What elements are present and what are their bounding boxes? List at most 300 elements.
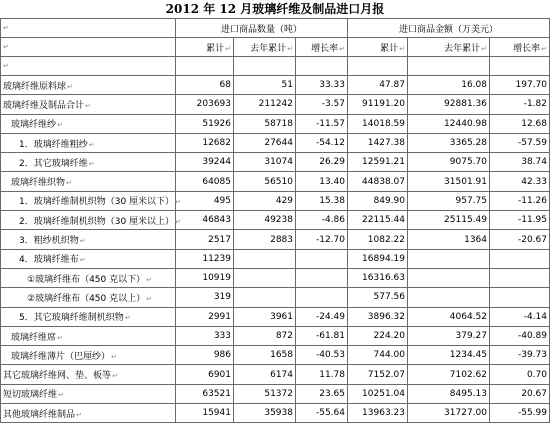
cell-amt-growth — [490, 230, 550, 249]
cell-value: 744.00 — [373, 350, 405, 361]
cell-value: -1.82 — [523, 99, 547, 110]
cell-value: 6901 — [208, 369, 231, 380]
qty-group-header — [176, 19, 348, 38]
cell-value: 12591.21 — [362, 157, 405, 168]
cell-value: 25115.49 — [444, 215, 487, 226]
cell-qty-growth — [296, 288, 348, 307]
cell-value: 27644 — [264, 138, 293, 149]
row-label-cell — [1, 346, 176, 365]
cell-amt-prev — [408, 346, 490, 365]
cell-amt-growth — [490, 191, 550, 210]
row-label: 其他玻璃纤维制品 — [3, 409, 76, 420]
cell-value: 68 — [219, 80, 231, 91]
cell-value: 11.78 — [319, 369, 345, 380]
cell-value: -40.89 — [517, 331, 547, 341]
cell-value: 2883 — [270, 234, 293, 245]
table-row — [1, 191, 550, 210]
cell-value: 2517 — [208, 234, 231, 245]
cell-value: 16.08 — [461, 80, 487, 91]
cell-value: 33.33 — [319, 80, 345, 91]
cell-amt-cum — [348, 191, 408, 210]
cell-amt-prev — [408, 404, 490, 423]
cell-qty-cum — [176, 133, 234, 152]
cell-value: 12.68 — [521, 118, 547, 129]
cell-value: 8495.13 — [449, 388, 487, 399]
cell-value: 1364 — [464, 234, 487, 245]
cell-qty-growth — [296, 346, 348, 365]
row-label: 2．玻璃纤维制机织物（30 厘米以上） — [19, 216, 175, 227]
blank-cell — [490, 57, 550, 76]
cell-amt-growth — [490, 268, 550, 287]
cell-qty-growth — [296, 326, 348, 345]
cell-qty-cum — [176, 211, 234, 230]
cell-amt-growth — [490, 288, 550, 307]
row-label-cell — [1, 326, 176, 345]
cell-amt-prev — [408, 133, 490, 152]
cell-qty-growth — [296, 76, 348, 95]
cell-value: -12.70 — [315, 234, 345, 245]
cell-value: 31074 — [264, 157, 293, 168]
cell-value: 16894.19 — [362, 253, 405, 264]
col-header-qty-growth — [296, 38, 348, 57]
row-label-cell — [1, 76, 176, 95]
row-label-cell — [1, 172, 176, 191]
cell-amt-cum — [348, 307, 408, 326]
cell-value: -40.53 — [315, 350, 345, 361]
paragraph-mark-icon: ↵ — [58, 391, 64, 400]
cell-qty-cum — [176, 384, 234, 403]
cell-amt-growth — [490, 153, 550, 172]
cell-qty-cum — [176, 365, 234, 384]
cell-qty-cum — [176, 249, 234, 268]
cell-value: 1082.22 — [367, 234, 405, 245]
paragraph-mark-icon: ↵ — [85, 101, 91, 110]
cell-qty-growth — [296, 365, 348, 384]
cell-value: -4.14 — [523, 311, 547, 322]
corner-cell — [1, 38, 176, 57]
cell-value: 38.74 — [521, 157, 547, 168]
paragraph-mark-icon: ↵ — [3, 62, 9, 70]
row-label: 4．玻璃纤维布 — [19, 255, 79, 266]
cell-qty-cum — [176, 191, 234, 210]
cell-amt-growth — [490, 384, 550, 403]
paragraph-mark-icon: ↵ — [67, 82, 73, 91]
cell-amt-growth — [490, 172, 550, 191]
cell-value: 51 — [281, 80, 293, 91]
paragraph-mark-icon: ↵ — [57, 121, 63, 130]
col-header-label: 增长率 — [513, 43, 541, 54]
cell-qty-prev — [234, 133, 296, 152]
cell-value: -61.81 — [315, 331, 345, 341]
paragraph-mark-icon: ↵ — [76, 410, 82, 419]
cell-qty-growth — [296, 211, 348, 230]
cell-amt-growth — [490, 211, 550, 230]
cell-value: -11.95 — [517, 215, 547, 226]
row-label: 3．粗纱机织物 — [19, 236, 79, 247]
cell-qty-growth — [296, 114, 348, 133]
cell-value: 1658 — [270, 350, 293, 361]
table-row — [1, 307, 550, 326]
col-header-label: 去年累计 — [444, 43, 481, 54]
cell-qty-prev — [234, 307, 296, 326]
cell-amt-prev — [408, 268, 490, 287]
cell-value: 3961 — [270, 311, 293, 322]
cell-amt-prev — [408, 153, 490, 172]
row-label-cell — [1, 249, 176, 268]
cell-amt-growth — [490, 95, 550, 114]
row-label: 玻璃纤维原料球 — [3, 81, 67, 92]
row-label: 玻璃纤维席 — [11, 332, 57, 343]
cell-value: 14018.59 — [362, 118, 405, 129]
cell-qty-cum — [176, 404, 234, 423]
col-header-label: 增长率 — [311, 43, 339, 54]
cell-qty-prev — [234, 268, 296, 287]
row-label: 2．其它玻璃纤维 — [19, 158, 88, 169]
paragraph-mark-icon: ↵ — [399, 44, 405, 53]
table-row — [1, 153, 550, 172]
cell-qty-prev — [234, 346, 296, 365]
cell-value: 10919 — [202, 273, 231, 284]
cell-value: 4064.52 — [449, 311, 487, 322]
row-label: 短切玻璃纤维 — [3, 390, 58, 401]
cell-qty-prev — [234, 288, 296, 307]
cell-value: 1234.45 — [449, 350, 487, 361]
row-label-cell — [1, 268, 176, 287]
cell-qty-prev — [234, 211, 296, 230]
cell-value: 12440.98 — [444, 118, 487, 129]
row-label: 5．其它玻璃纤维制机织物 — [19, 313, 124, 324]
table-row — [1, 76, 550, 95]
row-label-cell — [1, 230, 176, 249]
cell-qty-prev — [234, 76, 296, 95]
cell-qty-cum — [176, 95, 234, 114]
paragraph-mark-icon: ↵ — [79, 237, 86, 246]
cell-value: 35938 — [264, 408, 293, 419]
row-label: 玻璃纤维及制品合计 — [3, 100, 85, 111]
cell-value: 211242 — [258, 99, 293, 110]
cell-value: 13.40 — [319, 176, 345, 187]
cell-qty-cum — [176, 114, 234, 133]
paragraph-mark-icon: ↵ — [146, 275, 152, 284]
blank-cell — [408, 57, 490, 76]
cell-qty-prev — [234, 172, 296, 191]
cell-value: 7102.62 — [449, 369, 487, 380]
cell-value: 203693 — [196, 99, 231, 110]
cell-value: 91191.20 — [362, 99, 405, 110]
row-label-cell — [1, 153, 176, 172]
row-label-cell — [1, 384, 176, 403]
import-report-table — [0, 18, 550, 423]
cell-value: -39.73 — [517, 350, 547, 361]
cell-amt-growth — [490, 249, 550, 268]
table-row — [1, 133, 550, 152]
qty-group-header-label: 进口商品数量（吨） — [220, 24, 302, 35]
cell-qty-growth — [296, 172, 348, 191]
paragraph-mark-icon: ↵ — [3, 24, 9, 32]
blank-cell — [296, 57, 348, 76]
table-row — [1, 172, 550, 191]
cell-amt-growth — [490, 114, 550, 133]
cell-value: 44838.07 — [362, 176, 405, 187]
blank-cell — [176, 57, 234, 76]
row-label: 玻璃纤维纱 — [11, 120, 57, 131]
cell-value: -55.99 — [517, 408, 547, 419]
cell-value: 64085 — [202, 176, 231, 187]
cell-value: 26.29 — [319, 157, 345, 168]
paragraph-mark-icon: ↵ — [146, 294, 152, 303]
cell-value: 1427.38 — [367, 138, 405, 149]
row-label-cell — [1, 133, 176, 152]
cell-amt-prev — [408, 288, 490, 307]
cell-qty-cum — [176, 268, 234, 287]
cell-qty-growth — [296, 230, 348, 249]
cell-value: 849.90 — [373, 195, 405, 206]
cell-value: 11239 — [202, 253, 231, 264]
cell-value: 319 — [213, 292, 231, 303]
cell-amt-prev — [408, 76, 490, 95]
cell-amt-growth — [490, 76, 550, 95]
cell-amt-cum — [348, 384, 408, 403]
cell-amt-cum — [348, 172, 408, 191]
cell-amt-prev — [408, 191, 490, 210]
col-header-label: 累计 — [380, 43, 399, 54]
cell-amt-prev — [408, 384, 490, 403]
cell-value: -11.26 — [517, 195, 547, 206]
cell-value: -4.86 — [321, 215, 345, 226]
col-header-qty-cum — [176, 38, 234, 57]
amt-group-header-label: 进口商品金额（万美元） — [398, 24, 498, 35]
cell-value: 15941 — [202, 408, 231, 419]
corner-cell — [1, 19, 176, 38]
cell-amt-cum — [348, 249, 408, 268]
cell-value: 49238 — [264, 215, 293, 226]
table-row — [1, 230, 550, 249]
paragraph-mark-icon: ↵ — [112, 372, 118, 381]
table-row — [1, 288, 550, 307]
row-label: 1．玻璃纤维粗纱 — [19, 139, 88, 150]
cell-amt-cum — [348, 153, 408, 172]
cell-value: 42.33 — [521, 176, 547, 187]
cell-amt-prev — [408, 172, 490, 191]
cell-qty-growth — [296, 404, 348, 423]
cell-value: 9075.70 — [449, 157, 487, 168]
table-row — [1, 95, 550, 114]
cell-value: 224.20 — [373, 331, 405, 341]
cell-qty-cum — [176, 153, 234, 172]
cell-value: 577.56 — [373, 292, 405, 303]
cell-qty-growth — [296, 191, 348, 210]
cell-amt-cum — [348, 230, 408, 249]
row-label: 1．玻璃纤维制机织物（30 厘米以下） — [19, 197, 175, 208]
cell-amt-cum — [348, 95, 408, 114]
cell-value: 16316.63 — [362, 273, 405, 284]
paragraph-mark-icon: ↵ — [541, 44, 547, 53]
cell-amt-cum — [348, 268, 408, 287]
cell-amt-prev — [408, 307, 490, 326]
row-label: ①玻璃纤维布（450 克以下） — [27, 274, 146, 285]
row-label-cell — [1, 211, 181, 230]
cell-value: 429 — [275, 195, 293, 206]
cell-value: 197.70 — [515, 80, 547, 91]
table-row — [1, 384, 550, 403]
cell-value: -11.57 — [315, 118, 345, 129]
cell-value: 495 — [213, 195, 231, 206]
cell-qty-growth — [296, 133, 348, 152]
cell-value: 10251.04 — [362, 388, 405, 399]
row-label-cell — [1, 288, 176, 307]
cell-qty-prev — [234, 249, 296, 268]
cell-value: 63521 — [202, 388, 231, 399]
paragraph-mark-icon: ↵ — [287, 44, 293, 53]
row-label-cell — [1, 95, 176, 114]
cell-value: 39244 — [202, 157, 231, 168]
table-row — [1, 249, 550, 268]
cell-value: 23.65 — [319, 388, 345, 399]
cell-value: 13963.23 — [362, 408, 405, 419]
cell-value: 3365.28 — [449, 138, 487, 149]
cell-qty-prev — [234, 404, 296, 423]
cell-qty-growth — [296, 268, 348, 287]
cell-amt-prev — [408, 249, 490, 268]
cell-value: 47.87 — [379, 80, 405, 91]
row-label: 其它玻璃纤维网、垫、板等 — [3, 371, 112, 382]
cell-value: 31501.91 — [444, 176, 487, 187]
cell-value: 12682 — [202, 138, 231, 149]
cell-value: -3.57 — [321, 99, 345, 110]
cell-value: 31727.00 — [444, 408, 487, 419]
cell-amt-growth — [490, 346, 550, 365]
cell-qty-cum — [176, 172, 234, 191]
cell-value: 379.27 — [455, 331, 487, 341]
paragraph-mark-icon: ↵ — [339, 44, 345, 53]
cell-amt-prev — [408, 326, 490, 345]
table-row — [1, 211, 550, 230]
table-row — [1, 346, 550, 365]
col-header-label: 累计 — [206, 43, 225, 54]
cell-value: 92881.36 — [444, 99, 487, 110]
cell-qty-cum — [176, 326, 234, 345]
table-row — [1, 365, 550, 384]
header-row-3 — [1, 57, 550, 76]
cell-amt-growth — [490, 326, 550, 345]
cell-value: 333 — [213, 331, 231, 341]
cell-value: 51372 — [264, 388, 293, 399]
cell-value: 51926 — [202, 118, 231, 129]
cell-amt-growth — [490, 133, 550, 152]
cell-amt-prev — [408, 365, 490, 384]
cell-qty-growth — [296, 384, 348, 403]
cell-value: -55.64 — [315, 408, 345, 419]
cell-amt-cum — [348, 404, 408, 423]
table-row — [1, 114, 550, 133]
report-title: 2012 年 12 月玻璃纤维及制品进口月报 — [165, 2, 385, 16]
cell-qty-prev — [234, 153, 296, 172]
header-row-2 — [1, 38, 550, 57]
cell-value: 872 — [275, 331, 293, 341]
corner-cell — [1, 57, 176, 76]
cell-value: 3896.32 — [367, 311, 405, 322]
cell-value: -57.59 — [517, 138, 547, 149]
cell-value: 2991 — [208, 311, 231, 322]
cell-value: 20.67 — [521, 388, 547, 399]
cell-qty-prev — [234, 230, 296, 249]
cell-qty-prev — [234, 365, 296, 384]
row-label-cell — [1, 191, 181, 210]
cell-amt-cum — [348, 114, 408, 133]
cell-amt-growth — [490, 404, 550, 423]
cell-amt-cum — [348, 76, 408, 95]
row-label-cell — [1, 404, 176, 423]
paragraph-mark-icon: ↵ — [175, 217, 181, 226]
cell-qty-growth — [296, 307, 348, 326]
paragraph-mark-icon: ↵ — [88, 140, 95, 149]
paragraph-mark-icon: ↵ — [225, 44, 231, 53]
cell-amt-cum — [348, 326, 408, 345]
table-row — [1, 326, 550, 345]
cell-amt-cum — [348, 365, 408, 384]
row-label: 玻璃纤维织物 — [11, 178, 66, 189]
amt-group-header — [348, 19, 550, 38]
col-header-label: 去年累计 — [250, 43, 287, 54]
cell-value: 56510 — [264, 176, 293, 187]
cell-qty-prev — [234, 384, 296, 403]
col-header-amt-prev — [408, 38, 490, 57]
cell-qty-prev — [234, 114, 296, 133]
table-row — [1, 268, 550, 287]
cell-qty-prev — [234, 191, 296, 210]
cell-qty-growth — [296, 153, 348, 172]
cell-amt-prev — [408, 95, 490, 114]
col-header-qty-prev — [234, 38, 296, 57]
cell-amt-growth — [490, 365, 550, 384]
cell-value: 986 — [213, 350, 231, 361]
cell-value: 46843 — [202, 215, 231, 226]
paragraph-mark-icon: ↵ — [481, 44, 487, 53]
row-label-cell — [1, 307, 176, 326]
cell-qty-prev — [234, 95, 296, 114]
cell-qty-cum — [176, 230, 234, 249]
col-header-amt-cum — [348, 38, 408, 57]
paragraph-mark-icon: ↵ — [79, 256, 86, 265]
cell-amt-cum — [348, 288, 408, 307]
row-label: 玻璃纤维薄片（巴厘纱） — [11, 351, 111, 362]
cell-qty-cum — [176, 288, 234, 307]
paragraph-mark-icon: ↵ — [66, 179, 72, 188]
cell-amt-cum — [348, 346, 408, 365]
cell-value: -24.49 — [315, 311, 345, 322]
cell-qty-growth — [296, 249, 348, 268]
cell-qty-growth — [296, 95, 348, 114]
blank-cell — [348, 57, 408, 76]
paragraph-mark-icon: ↵ — [57, 333, 63, 342]
paragraph-mark-icon: ↵ — [124, 314, 131, 323]
cell-amt-prev — [408, 114, 490, 133]
cell-qty-cum — [176, 307, 234, 326]
cell-value: -20.67 — [517, 234, 547, 245]
cell-amt-prev — [408, 230, 490, 249]
cell-value: -54.12 — [315, 138, 345, 149]
cell-value: 7152.07 — [367, 369, 405, 380]
table-row — [1, 404, 550, 423]
row-label-cell — [1, 365, 176, 384]
cell-value: 6174 — [270, 369, 293, 380]
paragraph-mark-icon: ↵ — [88, 159, 95, 168]
blank-cell — [234, 57, 296, 76]
cell-amt-prev — [408, 211, 490, 230]
cell-value: 15.38 — [319, 195, 345, 206]
cell-qty-prev — [234, 326, 296, 345]
cell-qty-cum — [176, 76, 234, 95]
